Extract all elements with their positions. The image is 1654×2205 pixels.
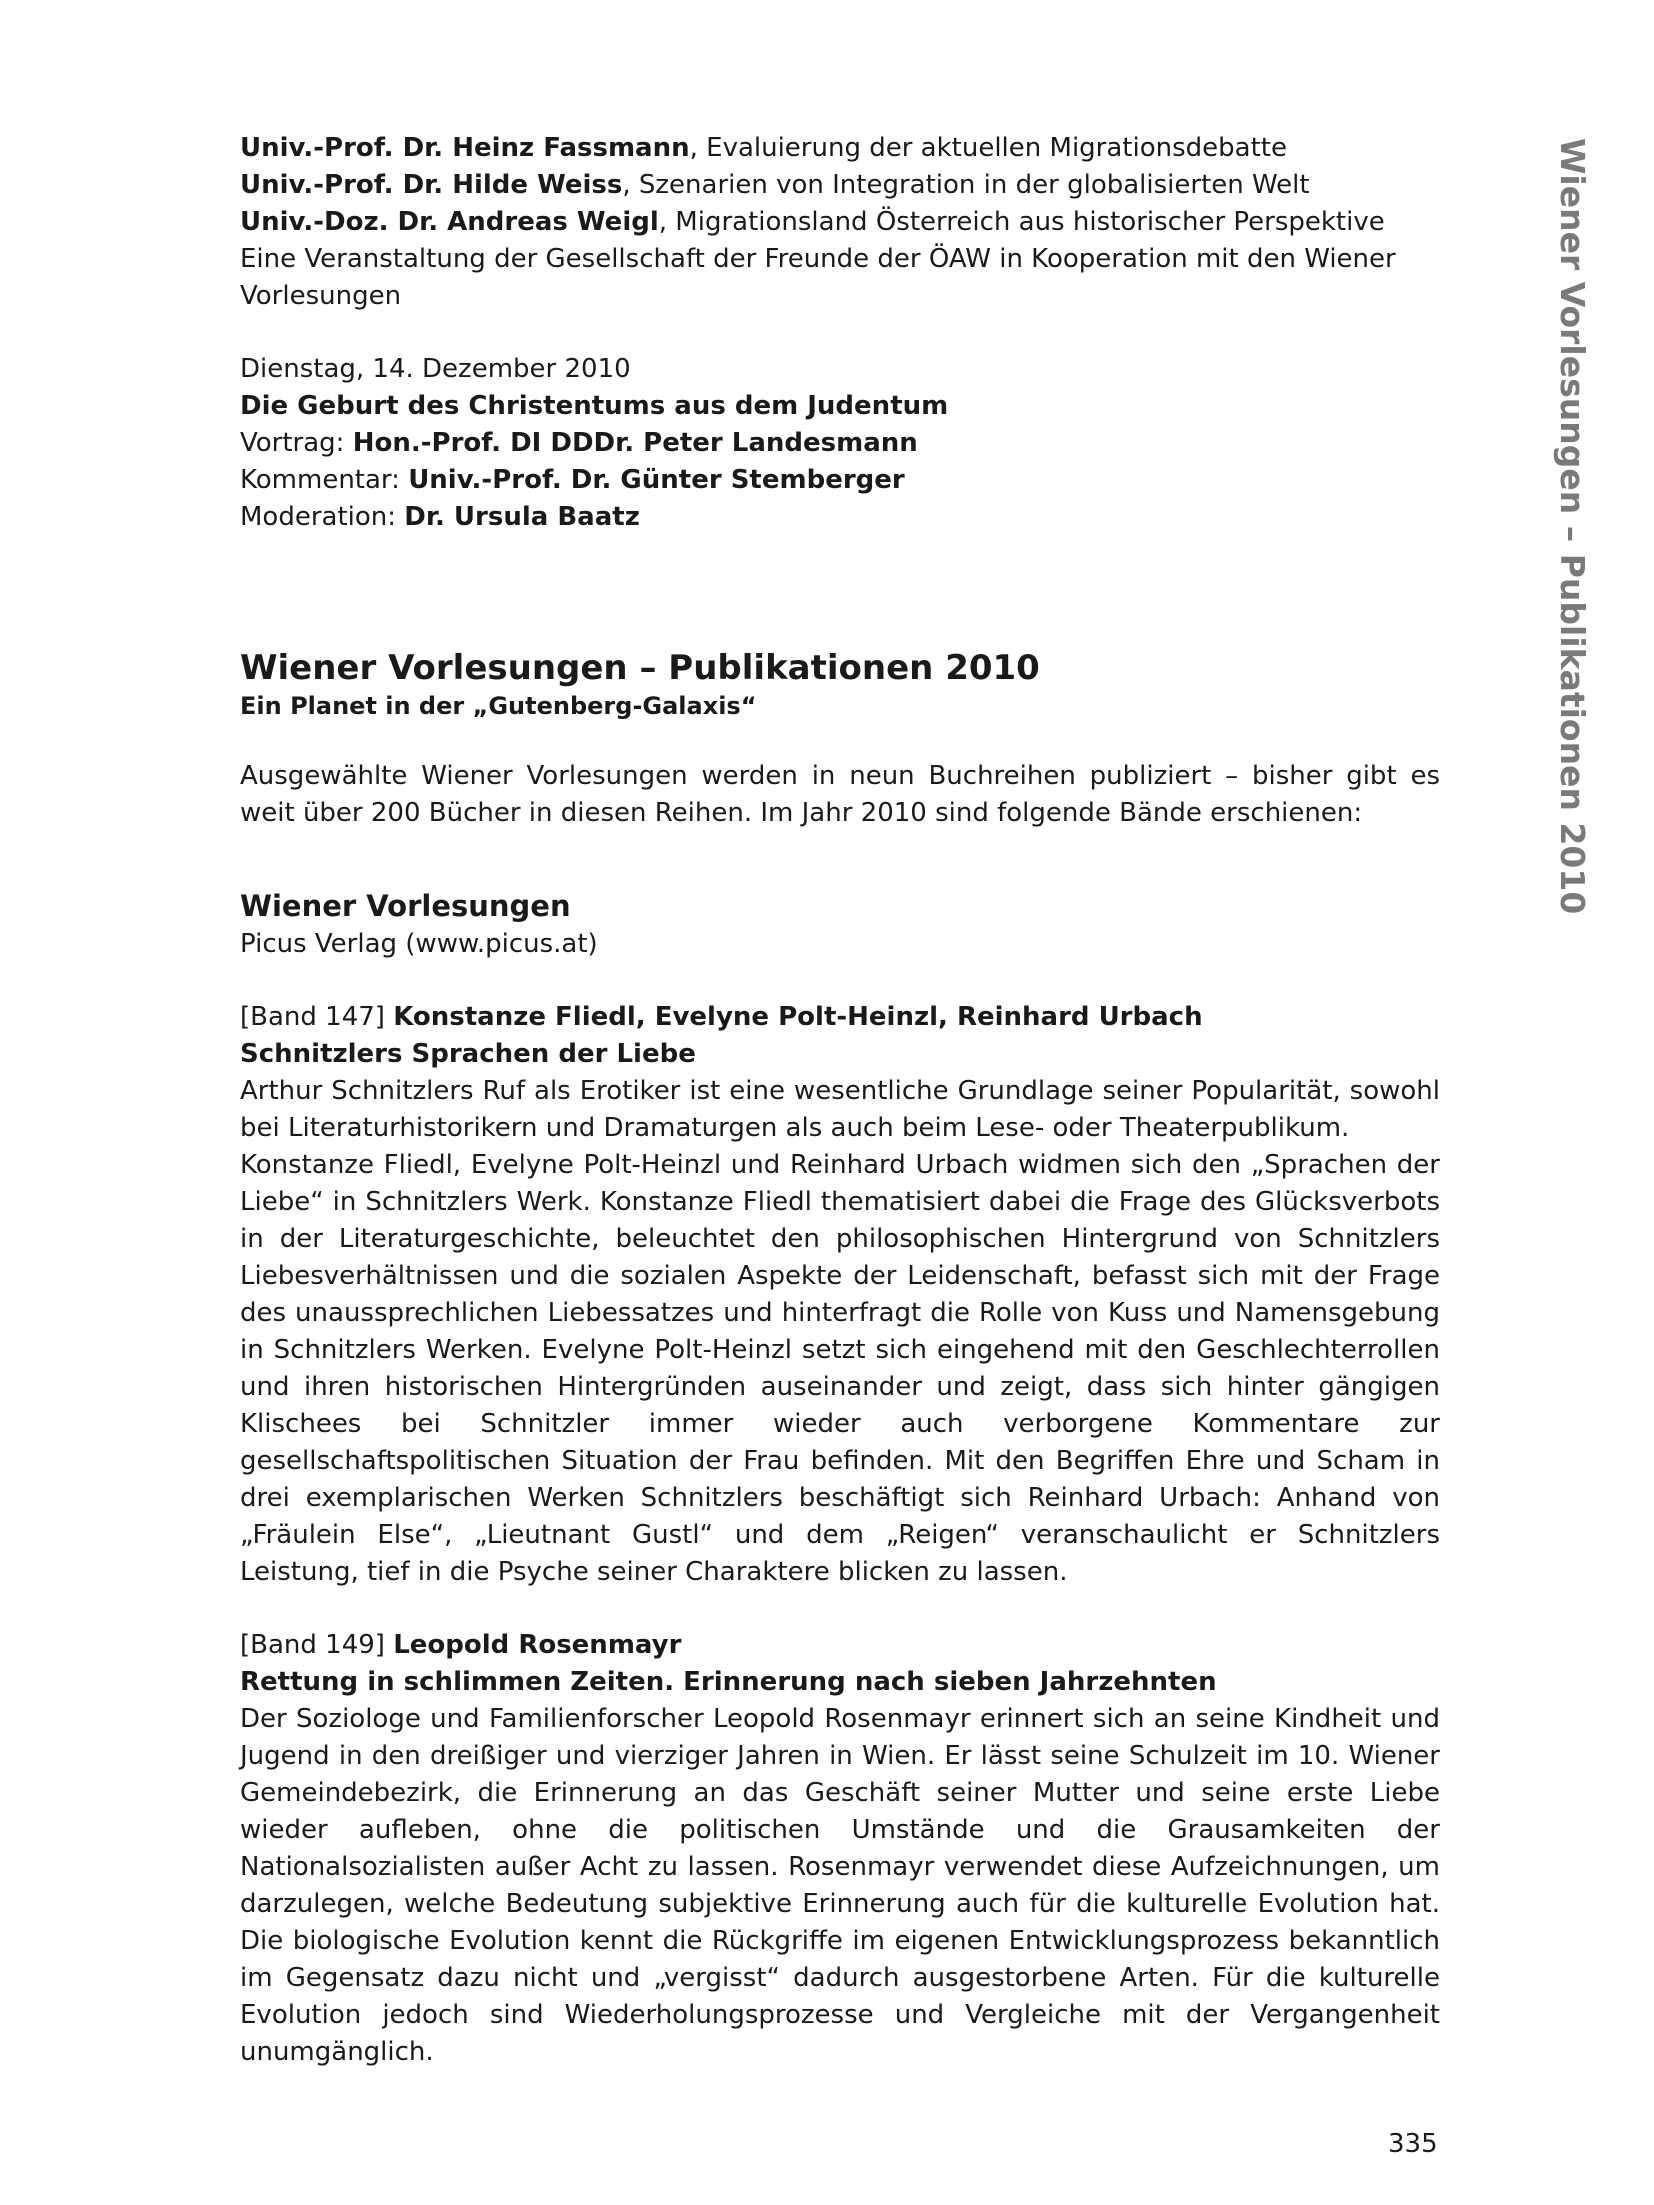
page-content	[240, 130, 1440, 2071]
lecture-name: Hon.-Prof. DI DDDr. Peter Landesmann	[352, 428, 918, 458]
book-authors: Leopold Rosenmayr	[393, 1630, 682, 1660]
speaker-line	[240, 130, 1440, 167]
book-description: Der Soziologe und Familienforscher Leopold Rosenmayr erinnert sich an seine Kindheit und Jugend in den dreißiger und vierziger Jahren in Wien. Er lässt seine Schulzeit im 10. Wiener Gemeindebezirk, die Erinnerung an das Geschäft seiner Mutter und seine erste Liebe wieder aufleben, ohne die politischen Umstände und die Grausamkeiten der Nationalsozialisten außer Acht zu lassen. Rosenmayr verwendet diese Aufzeichnungen, um darzulegen, welche Bedeutung subjektive Erinnerung auch für die kulturelle Evolution hat. Die biologische Evolution kennt die Rückgriffe im eigenen Entwicklungsprozess bekanntlich im Gegensatz dazu nicht und „vergisst“ dadurch ausgestorbene Arten. Für die kulturelle Evolution jedoch sind Wiederholungsprozesse und Vergleiche mit der Vergangenheit unumgänglich.	[240, 1704, 1440, 2067]
event-lecture	[240, 425, 1440, 462]
speaker-name: Univ.-Prof. Dr. Heinz Fassmann	[240, 133, 690, 163]
speaker-name: Univ.-Prof. Dr. Hilde Weiss	[240, 170, 623, 200]
event1-block	[240, 130, 1440, 315]
speaker-topic: , Evaluierung der aktuellen Migrationsdebatte	[689, 133, 1287, 163]
speaker-line	[240, 167, 1440, 204]
running-header-text: Wiener Vorlesungen – Publikationen 2010	[1553, 138, 1592, 915]
event-title: Die Geburt des Christentums aus dem Judentum	[240, 391, 949, 421]
event-moderation	[240, 499, 1440, 536]
book-authors: Konstanze Fliedl, Evelyne Polt-Heinzl, Reinhard Urbach	[393, 1002, 1203, 1032]
section-intro: Ausgewählte Wiener Vorlesungen werden in neun Buchreihen publiziert – bisher gibt es weit über 200 Bücher in diesen Reihen. Im Jahr 2010 sind folgende Bände erschienen:	[240, 761, 1440, 828]
book-title: Rettung in schlimmen Zeiten. Erinnerung nach sieben Jahrzehnten	[240, 1667, 1217, 1697]
event-note: Eine Veranstaltung der Gesellschaft der Freunde der ÖAW in Kooperation mit den Wiener	[240, 244, 1396, 274]
comment-label: Kommentar:	[240, 465, 409, 495]
book-description: Arthur Schnitzlers Ruf als Erotiker ist eine wesentliche Grundlage seiner Popularität, sowohl bei Literaturhistorikern und Dramaturgen als auch beim Lese- oder Theaterpublikum.	[240, 1076, 1440, 1143]
series-title: Wiener Vorlesungen	[240, 889, 571, 923]
section-title: Wiener Vorlesungen – Publikationen 2010	[240, 648, 1040, 688]
book-entry-147	[240, 999, 1440, 1591]
moderation-label: Moderation:	[240, 502, 405, 532]
event2-block	[240, 351, 1440, 536]
book-title: Schnitzlers Sprachen der Liebe	[240, 1039, 696, 1069]
book-description: Konstanze Fliedl, Evelyne Polt-Heinzl und Reinhard Urbach widmen sich den „Sprachen der Liebe“ in Schnitzlers Werk. Konstanze Fliedl thematisiert dabei die Frage des Glücksverbots in der Literaturgeschichte, beleuchtet den philosophischen Hintergrund von Schnitzlers Liebesverhältnissen und die sozialen Aspekte der Leidenschaft, befasst sich mit der Frage des unaussprechlichen Liebessatzes und hinterfragt die Rolle von Kuss und Namensgebung in Schnitzlers Werken. Evelyne Polt-Heinzl setzt sich eingehend mit den Geschlechterrollen und ihren historischen Hintergründen auseinander und zeigt, dass sich hinter gängigen Klischees bei Schnitzler immer wieder auch verborgene Kommentare zur gesellschaftspolitischen Situation der Frau befinden. Mit den Begriffen Ehre und Scham in drei exemplarischen Werken Schnitzlers beschäftigt sich Reinhard Urbach: Anhand von „Fräulein Else“, „Lieutnant Gustl“ und dem „Reigen“ veranschaulicht er Schnitzlers Leistung, tief in die Psyche seiner Charaktere blicken zu lassen.	[240, 1150, 1440, 1587]
book-band: [Band 147]	[240, 1002, 394, 1032]
series-block	[240, 886, 1440, 963]
book-band: [Band 149]	[240, 1630, 394, 1660]
comment-name: Univ.-Prof. Dr. Günter Stemberger	[408, 465, 905, 495]
speaker-topic: , Migrationsland Österreich aus historischer Perspektive	[658, 207, 1385, 237]
series-publisher: Picus Verlag (www.picus.at)	[240, 929, 598, 959]
publications-section	[240, 646, 1440, 832]
speaker-name: Univ.-Doz. Dr. Andreas Weigl	[240, 207, 659, 237]
event-note: Vorlesungen	[240, 281, 402, 311]
speaker-topic: , Szenarien von Integration in der globalisierten Welt	[622, 170, 1310, 200]
running-header	[1550, 138, 1594, 915]
section-subtitle: Ein Planet in der „Gutenberg-Galaxis“	[240, 692, 757, 720]
page-number: 335	[1388, 2129, 1438, 2159]
lecture-label: Vortrag:	[240, 428, 353, 458]
event-comment	[240, 462, 1440, 499]
moderation-name: Dr. Ursula Baatz	[404, 502, 640, 532]
book-header	[240, 1627, 1440, 1664]
book-header	[240, 999, 1440, 1036]
speaker-line	[240, 204, 1440, 241]
book-entry-149	[240, 1627, 1440, 2071]
event-date: Dienstag, 14. Dezember 2010	[240, 354, 631, 384]
